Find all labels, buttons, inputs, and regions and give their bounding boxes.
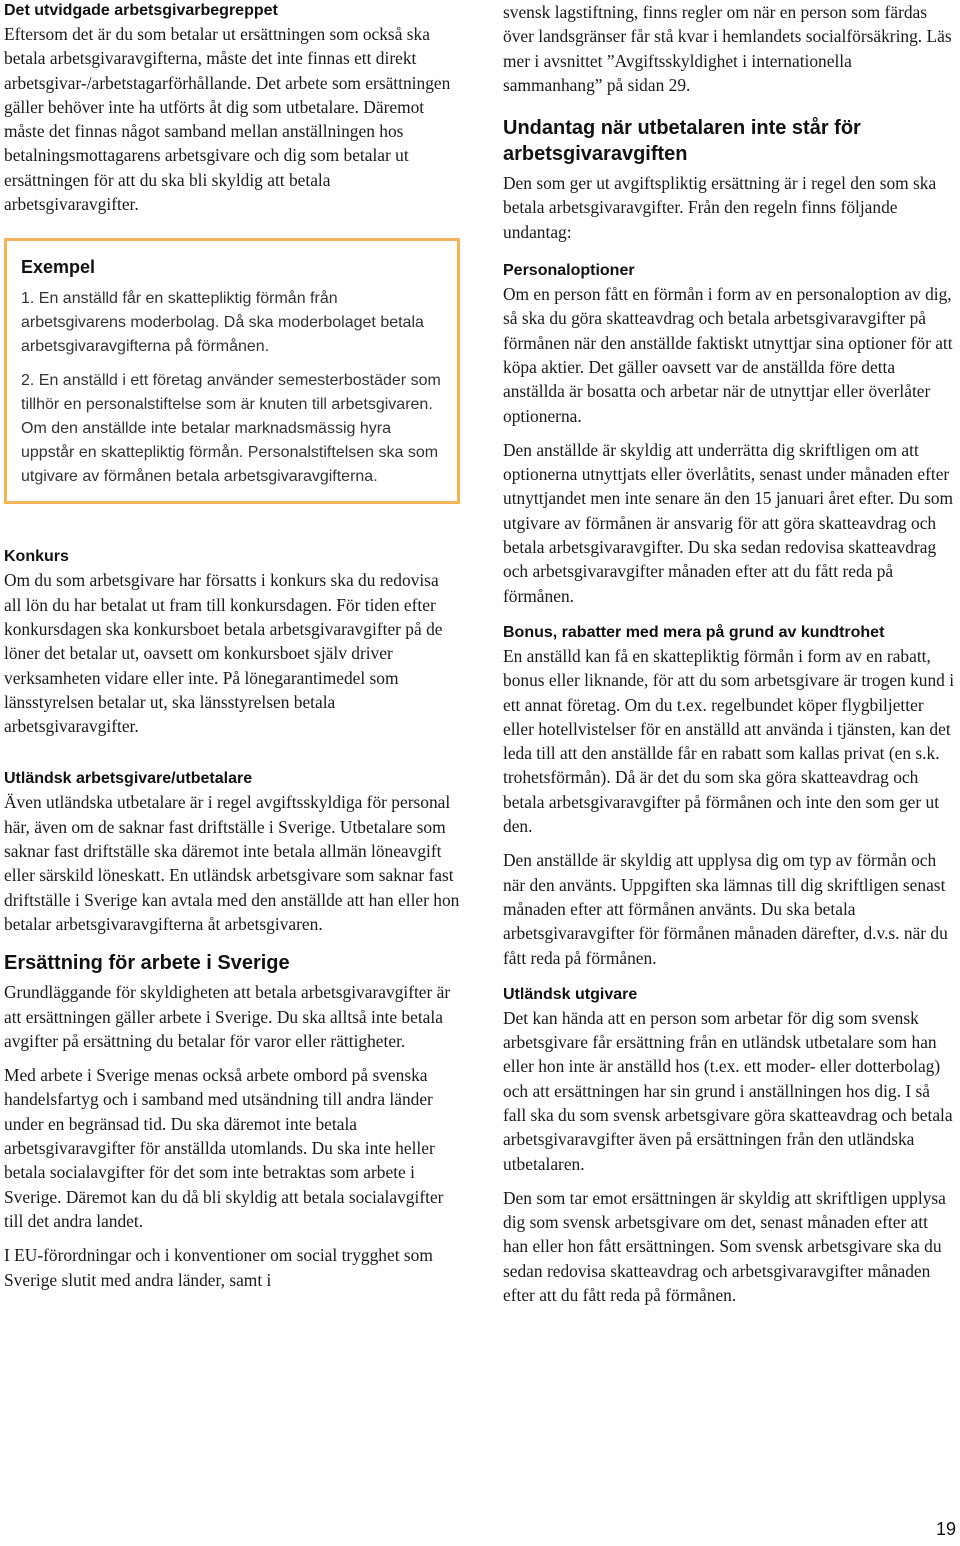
example-item-1: 1. En anställd får en skattepliktig förmån från arbetsgivarens moderbolag. Då ska moderbolaget betala arbetsgivaravgifterna på förmånen. [21,290,424,356]
paragraph-continued: svensk lagstiftning, finns regler om när en person som färdas över landsgränser får stå kvar i hemlandets socialförsäkring. Läs mer i avsnittet ”Avgiftsskyldighet i internationella sammanhang” på sidan 29. [503,2,952,95]
section-heading-bonus-discounts: Bonus, rabatter med mera på grund av kundtrohet [503,623,885,641]
paragraph-foreign-issuer-2: Den som tar emot ersättningen är skyldig att skriftligen upplysa dig som svensk arbetsgivare om det, senast månaden efter att han eller hon fått ersättningen. Som svensk arbetsgivare ska du sedan redovisa skatteavdrag och arbetsgivaravgifter månaden efter att du fått reda på förmånen. [503,1187,946,1306]
example-box [4,238,460,504]
paragraph-foreign-employer: Även utländska utbetalare är i regel avgiftsskyldiga för personal här, även om de saknar fast driftställe i Sverige. Utbetalare som saknar fast driftställe ska däremot inte betala allmän löneavgift eller särskild löneskatt. En utländsk arbetsgivare som saknar fast driftställe i Sverige kan avtala med den anställde att han eller hon betalar arbetsgivaravgifterna åt arbetsgivaren. [4,792,460,934]
section-heading-extended-employer: Det utvidgade arbetsgivarbegreppet [4,2,278,19]
paragraph-extended-employer: Eftersom det är du som betalar ut ersättningen som också ska betala arbetsgivaravgifterna, måste det inte finnas ett direkt arbetsgivar-/arbetstagarförhållande. Det arbete som ersättningen gäller behöver inte ha utförts åt dig som utbetalare. Däremot måste det finnas något samband mellan anställningen hos betalningsmottagarens arbetsgivare och dig som betalar ut ersättningen för att du ska bli skyldig att betala arbetsgivaravgifter. [4,24,451,215]
example-title: Exempel [21,257,96,278]
example-item-2: 2. En anställd i ett företag använder semesterbostäder som tillhör en personalstiftelse som är knuten till arbetsgivaren. Om den anställde inte betalar marknadsmässig hyra uppstår en skattepliktig förmån. Personalstiftelsen ska som utgivare av förmånen betala arbetsgivaravgifterna. [21,372,441,486]
page-number: 19 [935,1519,956,1539]
paragraph-bonus-discounts-1: En anställd kan få en skattepliktig förmån i form av en rabatt, bonus eller liknande, för att du som arbetsgivare är trogen kund i ett annat företag. Om du t.ex. regelbundet köper flygbiljetter eller hotellvistelser för en anställd att använda i tjänsten, kan det leda till att den anställde får en rabatt som kallas privat (en s.k. trohetsförmån). Då är det du som ska göra skatteavdrag och betala arbetsgivaravgifter på förmånen och inte den som ger ut den. [503,645,955,837]
paragraph-foreign-issuer-1: Det kan hända att en person som arbetar för dig som svensk arbetsgivare får ersättning från en utländsk utbetalare som han eller hon inte är anställd hos (t.ex. ett moder- eller dotterbolag) och att ersättningen har sin grund i anställningen hos dig. I så fall ska du som svensk arbetsgivare göra skatteavdrag och betala arbetsgivaravgifter även på ersättningen från den utländska utbetalaren. [503,1007,953,1174]
paragraph-bonus-discounts-2: Den anställde är skyldig att upplysa dig om typ av förmån och när den använts. Uppgiften ska lämnas till dig skriftligen senast månaden efter att förmånen använts. Du ska betala arbetsgivaravgifter för förmånen månaden därefter, d.v.s. när du fått reda på förmånen. [503,850,948,968]
paragraph-personnel-options-1: Om en person fått en förmån i form av en personaloption av dig, så ska du göra skatteavdrag och betala arbetsgivaravgifter på förmånen när den anställde faktiskt utnyttjar sina optioner för att köpa aktier. Det gäller oavsett var de anställda före detta anställda är bosatta och arbetar när de utnyttjar eller överlåter optionerna. [503,284,953,426]
paragraph-personnel-options-2: Den anställde är skyldig att underrätta dig skriftligen om att optionerna utnyttjats eller överlåtits, senast under månaden efter utnyttjandet men inte senare än den 15 januari året efter. Du som utgivare av förmånen är ansvarig för att göra skatteavdrag och betala arbetsgivaravgifter. Du ska sedan redovisa skatteavdrag och arbetsgivaravgifter månaden efter att du fått reda på förmånen. [503,439,954,606]
right-column [503,0,955,1307]
section-heading-foreign-issuer: Utländsk utgivare [503,985,638,1003]
paragraph-bankruptcy: Om du som arbetsgivare har försatts i konkurs ska du redovisa all lön du har betalat ut fram till konkursdagen. För tiden efter konkursdagen ska konkursboet betala arbetsgivaravgifter på de löner det betalar ut, oavsett om konkursboet själv driver verksamheten vidare eller inte. På lönegarantimedel som länsstyrelsen betalar ut, ska länsstyrelsen betala arbetsgivaravgifter. [4,570,443,737]
paragraph-work-in-sweden-3: I EU-förordningar och i konventioner om social trygghet som Sverige slutit med andra länder, samt i [4,1245,433,1290]
section-heading-work-in-sweden: Ersättning för arbete i Sverige [4,952,290,975]
section-heading-personnel-options: Personaloptioner [503,262,635,280]
paragraph-exceptions: Den som ger ut avgiftspliktig ersättning är i regel den som ska betala arbetsgivaravgifter. Från den regeln finns följande undantag: [503,173,937,242]
paragraph-work-in-sweden-2: Med arbete i Sverige menas också arbete ombord på svenska handelsfartyg och i samband med utsändning till andra länder under en begränsad tid. Du ska däremot inte betala arbetsgivaravgifter för anställda utomlands. Du ska inte heller betala socialavgifter för det som inte betraktas som arbete i Sverige. Däremot kan du då bli skyldig att betala socialavgifter till det andra landet. [4,1065,444,1231]
section-heading-exceptions: Undantag när utbetalaren inte står för arbetsgivaravgiften [503,117,861,166]
paragraph-work-in-sweden-1: Grundläggande för skyldigheten att betala arbetsgivaravgifter är att ersättningen gäller arbete i Sverige. Du ska alltså inte betala avgifter på ersättning du betalar för varor eller rättigheter. [4,982,451,1051]
section-heading-foreign-employer: Utländsk arbetsgivare/utbetalare [4,770,253,788]
section-heading-bankruptcy: Konkurs [4,548,69,566]
left-column [4,0,460,1292]
